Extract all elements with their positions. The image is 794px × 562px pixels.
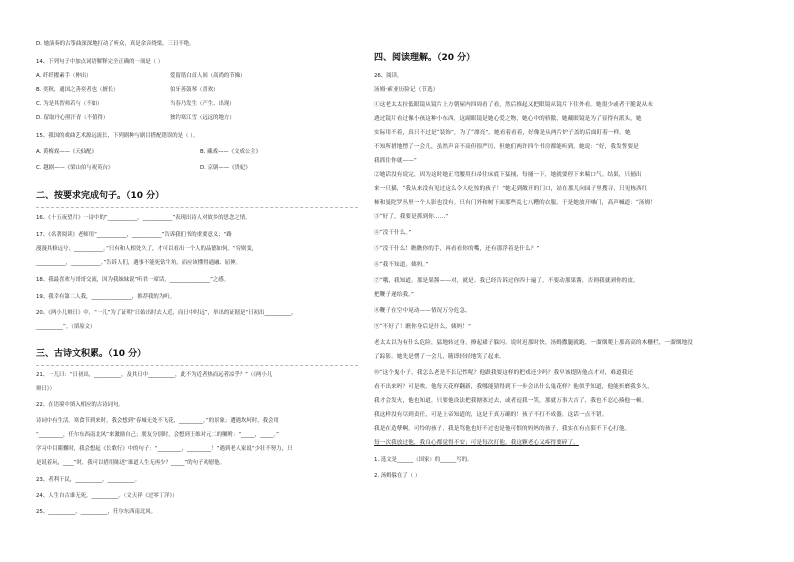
q20-line2: __________”。（填原文） xyxy=(36,324,96,330)
divider xyxy=(36,207,358,208)
q26-label: 26、阅读。 xyxy=(374,73,403,79)
story-line: 我这样没有尽到责任，可是上帝知道的，这是千真万确的！孩子不打不成器，这话一点不错。 xyxy=(374,412,608,418)
story-line: 看不出来吗？可是唉，他每天花样翻新，我哪能猜得到下一步会出什么鬼花样？他似乎知道，他能折磨我多久， xyxy=(374,384,653,390)
q14-d1: D. 留取丹心照汗青（不值得） xyxy=(36,115,109,121)
q14-d2: 独钓寒江雪（远远的地方） xyxy=(170,115,235,121)
story-title: 汤姆·索亚历险记（节选） xyxy=(374,87,439,93)
q15-b: B. 藏戏——《文成公主》 xyxy=(200,149,262,155)
q14-a2: 爱留谐白首人间（高尚的节操） xyxy=(170,73,246,79)
q19: 19、我幸有第二人我，_______________，推荐我的为听。 xyxy=(36,294,175,300)
story-line: ④“没干什么。” xyxy=(374,230,412,236)
q21-line1: 21、一儿曰：“日初出，__________，及其日中__________，此不为近者热而远者凉乎？”（《两小儿 xyxy=(36,372,273,378)
story-line: 我是在造孽啊，可怜的孩子，我是骂他也好不过也是他可恨的妈妈的孩子，我实在有点狠不下心打他。 xyxy=(374,426,631,432)
story-line: ③“好了，我要是抓到你……” xyxy=(374,214,449,220)
q17-line1: 17、《名著阅读》老师用“___________，___________”告诉我们书的重要意义；“路 xyxy=(36,232,232,238)
q16: 16、《十五夜望月》一诗中的“___________，___________”表现出诗人对故乡的思念之情。 xyxy=(36,215,251,221)
q14-c1: C. 为是其智弗若与（不如） xyxy=(36,101,103,107)
q15-c: C. 越剧——《梁山伯与祝英台》 xyxy=(36,165,114,171)
q17-line3: ___________，___________。”告诉人们，遇事不能死钻牛角，而应该懂得通融、屈伸。 xyxy=(36,260,241,266)
q25: 25、__________，__________，任尔东西南北风。 xyxy=(36,509,157,515)
divider xyxy=(36,365,358,366)
story-line: ⑤“没干什么！瞧瞧你的手，再看看你的嘴，还有那浮着是什么？” xyxy=(374,246,540,252)
story-line-underlined: 每一次我放过他，我良心都觉得不安；可是每次打他，我这颗老心又疼得要碎了。 xyxy=(374,440,579,446)
section-4-title: 四、阅读理解。（20 分） xyxy=(374,53,476,63)
q24: 24、人生自古谁无死，__________。（文天祥《过零丁洋》） xyxy=(36,493,178,499)
q15-a: A. 黄梅戏——《天仙配》 xyxy=(36,149,97,155)
story-line: ⑥“我不知道，姨妈。” xyxy=(374,262,429,268)
story-line: ②她话没有说完，因为这时她正弯腰用扫帚往床底下猛捅，每捅一下，她就要停下来喘口气。结果，只捅出 xyxy=(374,172,642,178)
q14-b2: 伯牙善鼓琴（喜欢） xyxy=(170,87,219,93)
q15-d: D. 京剧——《贵妃》 xyxy=(200,165,251,171)
q14-a1: A. 纤纤擢素手（伸出） xyxy=(36,73,92,79)
q20-line1: 20、《两小儿辩日》中，“一儿”为了证明“日始出时去人近，而日中时远”，举出的证据是“日初出__________， xyxy=(36,310,297,316)
q22-stem: 22、在语境中填入相应的古诗词句。 xyxy=(36,402,124,408)
q14-c2: 当春乃发生（产生、出现） xyxy=(170,101,235,107)
q15-stem: 15、我国的戏曲艺术源远流长，下列剧种与剧目搭配错误的是（ ）。 xyxy=(36,133,199,139)
story-line: 来一只猫，“我从来没有见过这么令人吃惊的孩子！”她走到敞开的门口，站在那儿向园子里搜寻，只见栋西红 xyxy=(374,186,648,192)
q22-line3: 学习中目睹懈时，我会想起《长歌行》中的句子：“_________，_________！”遇到老人家说“少壮不努力，只 xyxy=(36,446,293,452)
q22-line1: 诗词中有生活。寒食节到来时，我会想到“春城无处不飞花，_________。”的景象；遭遇坎坷时，我会用 xyxy=(36,418,279,424)
option-d-line: D. 她演奏的古筝曲深深地打动了听众，真是余音绕梁，三日不绝。 xyxy=(36,41,195,47)
story-line: ⑩“这个鬼小子，我怎么老是不长记性呢？他跟我耍这样的把戏还少吗？我早该提防他点才对，难道我还 xyxy=(374,370,634,376)
story-line: 实际用不着，真只不过是“装饰”，为了“漂亮”。她看着看着，好像是从两片炉子盖的后面盯着一样。她 xyxy=(374,130,631,136)
q22-line2: “_________，任尔东西南北风”来激励自己；朋友分别时，会想到王维对元二的嘱咐：“_____，_____。” xyxy=(36,432,279,438)
story-line: ⑦“哦，我知道，那是果酱——对，就是。我已经告诉过你四十遍了，不要动那果酱，否则我就剥你的皮。 xyxy=(374,278,639,284)
question-2: 2. 汤姆躲在了（ ） xyxy=(374,473,421,479)
q22-line4: 是说着玩，____”时，我可以借用陈述“谁道人生无再少？_____”的句子劝慰他。 xyxy=(36,460,225,466)
q17-line2: 漫漫其修远兮，___________。”只有和人相处久了，才可以看出一个人的品德如何。“穷则变， xyxy=(36,246,258,252)
question-1: 1. 选文是______（国家）的______写的。 xyxy=(374,457,473,463)
q14-stem: 14、下列句子中加点词语解释完全正确的一项是（ ） xyxy=(36,59,164,65)
q21-line2: 辩日》） xyxy=(36,386,55,392)
section-3-title: 三、古诗文积累。（10 分） xyxy=(36,349,147,359)
story-line: 老太太以为有什么危险，猛地转过身，撩起裙子躲闪。说时迟那时快，汤姆撒腿就跑，一溜烟爬上那高高的木栅栏，一溜烟地没 xyxy=(374,340,693,346)
story-line: 我抓住你就——” xyxy=(374,158,417,164)
section-2-title: 二、按要求完成句子。（10 分） xyxy=(36,191,165,201)
story-line: 透过镜片看过像小孩这种小东西，这副眼镜是她心爱之物，她心中的骄傲，她戴眼镜是为了显得有派头，她 xyxy=(374,116,642,122)
story-line: 不知所措地愣了一会儿，虽然声音不高但很严厉，但她们两许四个书房都能听到。她说：“好，我发誓要是 xyxy=(374,144,639,150)
story-line: 我才会发火，他也知道，只要他设法把我搪塞过去，或者逗我一笑，那就万事大吉了，我也不忍心揍他一顿。 xyxy=(374,398,648,404)
story-line: 了踪影。她先是愣了一会儿，随即轻轻地笑了起来。 xyxy=(374,354,505,360)
story-line: ⑨“不好了！瞧你身后是什么，姨妈！” xyxy=(374,324,472,330)
story-line: ①这老太太拉低眼镜从镜片上方朝屋内四周看了看，然后推起又把眼镜从镜片下往外看。她很少或者干脆说从未 xyxy=(374,102,653,108)
story-line: ⑧鞭子在空中晃动——情况万分危急。 xyxy=(374,308,471,314)
story-line: 把鞭子递给我。” xyxy=(374,292,415,298)
q14-b1: B. 奕秋，通国之善奕者也（擅长） xyxy=(36,87,119,93)
q23: 23、者利于民，__________，__________。 xyxy=(36,477,140,483)
q18: 18、我最喜欢与哥哥交流，因为我妹妹说“听君一席话，_______________”之感。 xyxy=(36,277,230,283)
story-line: 柿和曼陀罗丛里一个人影也没有。只有门外和树下面那些乱七八糟的衣服。于是她放开嗓门，高声喊道：“汤姆！ xyxy=(374,200,656,206)
